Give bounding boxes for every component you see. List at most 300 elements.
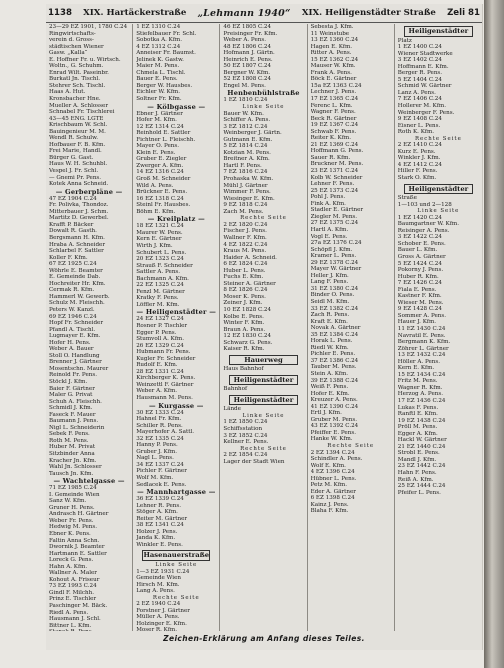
directory-entry: Hackl W. Gärtner bbox=[397, 437, 447, 444]
directory-entry: Stumvoll A. Kfm. bbox=[136, 336, 184, 343]
directory-entry: 15 EZ 1362 C.24 bbox=[310, 56, 359, 63]
directory-entry: Kraus M. Pens. bbox=[223, 248, 267, 255]
directory-entry: Strobl E. Pens. bbox=[397, 450, 440, 457]
directory-entry: Egger P. Pens. bbox=[136, 329, 177, 336]
directory-entry: Maier M. Pens. bbox=[136, 63, 180, 70]
directory-entry: Peters W. Kanzl. bbox=[49, 306, 95, 313]
section-heading: Hasenauerstraße bbox=[143, 551, 210, 560]
directory-entry: Ertl J. Kfm. bbox=[310, 410, 342, 417]
directory-entry: Prohaska W. Kfm. bbox=[223, 176, 274, 183]
section-heading: — Gerberpläne — bbox=[55, 187, 123, 196]
directory-entry: Mühl J. Gärtner bbox=[223, 182, 268, 189]
header-title: „Lehmann 1940“ bbox=[197, 7, 291, 19]
directory-entry: Faltin Anna Schn. bbox=[49, 537, 100, 544]
directory-entry: 37 EZ 1386 C.24 bbox=[310, 357, 359, 364]
directory-entry: Kern E. Gärtner bbox=[136, 236, 182, 243]
directory-entry: Sebesta J. Kfm. bbox=[310, 24, 354, 30]
directory-entry: 5 EZ 1404 C.24 bbox=[397, 76, 442, 83]
directory-entry: Heinrich E. Pens. bbox=[223, 56, 273, 63]
directory-entry: Wendl R. Schulw. bbox=[49, 135, 98, 142]
directory-entry: 69 EZ 1946 C.24 bbox=[49, 313, 97, 320]
directory-entry: Hausmann J. Schl. bbox=[49, 616, 101, 623]
directory-entry: Stöger A. Kfm. bbox=[136, 509, 178, 516]
directory-entry: Chmela L. Tischl. bbox=[136, 69, 186, 76]
directory-entry: 28 EZ 1331 C.24 bbox=[136, 368, 184, 375]
directory-entry: Andrasch H. Gärtner bbox=[49, 511, 109, 518]
directory-entry: 2 EZ 1854 C.24 bbox=[223, 452, 268, 459]
directory-entry: Holzer J. Pens. bbox=[136, 528, 178, 535]
directory-entry: Pröll M. Pens. bbox=[397, 424, 438, 431]
directory-entry: Faseck F. Mauer bbox=[49, 411, 96, 418]
directory-entry: Hammerl W. Gewerb. bbox=[49, 293, 110, 300]
directory-entry: Wolf M. Kfm. bbox=[136, 475, 174, 481]
directory-entry: 11 Weinstube bbox=[310, 30, 350, 37]
directory-entry: Vespel J. Fr. Schl. bbox=[49, 168, 99, 175]
directory-entry: Hahn A. Kfm. bbox=[49, 563, 88, 570]
directory-entry: Weiß F. Pens. bbox=[310, 384, 349, 391]
directory-entry: Straße bbox=[397, 195, 417, 202]
directory-entry: Kurz E. Pens. bbox=[397, 148, 436, 155]
directory-entry: 9 EZ 1408 C.24 bbox=[397, 116, 442, 123]
directory-entry: Ranftl E. Kfm. bbox=[397, 411, 438, 418]
column-2 bbox=[133, 24, 220, 631]
directory-entry: Fiala E. Pens. bbox=[397, 286, 437, 293]
header-right-street: XIX. Heiligenstädter Straße bbox=[301, 8, 436, 18]
directory-entry: Dwornik J. Beamter bbox=[49, 544, 105, 551]
directory-entry: Reisinger A. Pens. bbox=[397, 227, 450, 234]
section-heading: Rechte Seite bbox=[415, 135, 462, 142]
directory-entry: 1 EZ 1810 C.24 bbox=[223, 97, 268, 104]
directory-entry: Prinz E. Tischler bbox=[49, 596, 97, 603]
section-heading: Linke Seite bbox=[242, 412, 285, 419]
directory-entry: verein d. Gross- bbox=[49, 37, 94, 44]
section-heading: Hauerweg bbox=[229, 355, 297, 366]
directory-entry: Kracher Jn. Kfm. bbox=[49, 457, 97, 464]
directory-entry: Fr. Polivka, Thondoz. bbox=[49, 202, 109, 209]
directory-entry: Hirsch M. Kfm. bbox=[136, 581, 180, 588]
directory-entry: Haus W. H. Schuhbl. bbox=[49, 161, 108, 168]
directory-entry: Engel M. Pens. bbox=[223, 82, 266, 89]
directory-entry: Kellner E. Pens. bbox=[223, 439, 269, 446]
directory-entry: 7 EZ 1816 C.24 bbox=[223, 169, 268, 176]
directory-entry: Fischer J. Pens. bbox=[223, 228, 267, 235]
directory-entry: Winkler J. Kfm. bbox=[397, 155, 441, 162]
directory-entry: Huber L. Pens. bbox=[223, 267, 266, 274]
section-heading: Linke Seite bbox=[242, 104, 285, 111]
directory-entry: Lukas F. Pens. bbox=[397, 404, 439, 411]
directory-entry: Bauer E. Pens. bbox=[136, 76, 178, 83]
directory-entry: Böck E. Gärtner bbox=[310, 76, 357, 83]
directory-entry: Mayerhofer A. Sattl. bbox=[136, 429, 195, 436]
directory-entry: Holzinger E. Kfm. bbox=[136, 620, 187, 627]
directory-entry: Hartmann E. Sattler bbox=[49, 550, 107, 557]
directory-entry: Hahnel Fr. Kfm. bbox=[136, 416, 182, 423]
directory-entry: 43—45 ENG. LGTE bbox=[49, 115, 104, 122]
directory-entry: 1 EZ 1400 C.24 bbox=[397, 44, 442, 51]
directory-entry: Sobotka A. Kfm. bbox=[136, 37, 183, 44]
directory-entry: Kaiser R. Kfm. bbox=[223, 346, 265, 353]
directory-entry: Sattler A. Pens. bbox=[136, 269, 181, 276]
directory-entry: 5 EZ 1424 C.24 bbox=[397, 260, 442, 267]
directory-entry: Gruner H. Pens. bbox=[49, 504, 95, 511]
directory-entry: Kolbe E. Pens. bbox=[223, 313, 264, 320]
directory-entry: Fink A. Kfm. bbox=[310, 200, 346, 207]
directory-entry: Höller A. Pens. bbox=[397, 358, 441, 365]
directory-entry: Schuh A. Fleischh. bbox=[49, 398, 102, 405]
directory-entry: Lanz A. Pens. bbox=[397, 89, 436, 96]
directory-entry: 31 EZ 1380 C.24 bbox=[310, 285, 359, 292]
directory-entry: Hedwig M. Pens. bbox=[49, 524, 98, 531]
directory-entry: Schlarbel F. Sattler bbox=[49, 248, 104, 255]
directory-entry: 36 EZ 1339 C.24 bbox=[136, 496, 184, 503]
directory-entry: Weinberger F. Pens. bbox=[397, 109, 455, 116]
section-heading: Heiligenstädter bbox=[404, 184, 473, 195]
directory-entry: 2 EZ 1940 C.24 bbox=[136, 601, 181, 608]
directory-entry: Rudolf E. Kfm. bbox=[136, 362, 178, 369]
directory-entry: Ziegler M. Pens. bbox=[310, 213, 358, 220]
directory-entry: 4 EZ 1412 C.24 bbox=[397, 161, 442, 168]
directory-entry: Pfeiffer E. Pens. bbox=[310, 429, 356, 436]
directory-entry: Forstner J. Gärtner bbox=[136, 607, 190, 614]
directory-entry: 23—29 EZ 1901, 1780 C.24 bbox=[49, 24, 128, 30]
directory-entry: Reinold Fr. Pens. bbox=[49, 372, 97, 379]
directory-entry: Hraba A. Schneider bbox=[49, 241, 106, 248]
directory-entry: Löffler M. Kfm. bbox=[136, 301, 180, 308]
directory-entry: Kainz J. Pens. bbox=[310, 501, 349, 508]
directory-entry: Schubert L. Pens. bbox=[136, 249, 187, 256]
directory-entry: Wagner R. Kfm. bbox=[397, 384, 443, 391]
directory-entry: Klein E. Pens. bbox=[136, 149, 176, 156]
directory-entry: 2 EZ 1410 C.24 bbox=[397, 142, 442, 149]
directory-entry: 8 EZ 1826 C.24 bbox=[223, 287, 268, 294]
directory-entry: Kraft E. Kfm. bbox=[310, 318, 348, 325]
directory-entry: Hofmann J. Gärtn. bbox=[223, 50, 275, 57]
directory-entry: 22 EZ 1325 C.24 bbox=[136, 282, 184, 289]
directory-entry: Baumgartner W. Kfm. bbox=[397, 221, 460, 228]
directory-entry: Maurer W. Pens. bbox=[136, 229, 183, 236]
directory-entry: Kotek Anna Schneid. bbox=[49, 181, 109, 188]
directory-entry: 3 EZ 1852 C.24 bbox=[223, 432, 268, 439]
directory-entry: Fichtner L. Fleischh. bbox=[136, 136, 196, 143]
directory-entry: 20 EZ 1323 C.24 bbox=[136, 256, 184, 263]
directory-entry: Bachmann A. Kfm. bbox=[136, 275, 189, 282]
directory-entry: Riedl A. Pens. bbox=[49, 609, 89, 616]
directory-entry: Mitterbauer J. Schm. bbox=[49, 208, 109, 215]
directory-entry: Fritz M. Pens. bbox=[397, 378, 438, 385]
directory-entry: Sedlacek E. Pens. bbox=[136, 481, 187, 488]
directory-entry: Kramer L. Pens. bbox=[310, 253, 357, 260]
directory-entry: Cermak R. Kfm. bbox=[49, 287, 95, 294]
directory-entry: Schiffer A. Pens. bbox=[223, 117, 271, 124]
directory-entry: Kastner F. Kfm. bbox=[397, 293, 442, 300]
directory-entry: Ferenc L. Kfm. bbox=[310, 102, 353, 109]
directory-entry: 19 EZ 1367 C.24 bbox=[310, 122, 359, 129]
directory-entry: Loreck G. Pens. bbox=[49, 557, 94, 564]
directory-entry: Frei Marie, Handl. bbox=[49, 148, 102, 155]
directory-entry: Weinberger J. Gärtn. bbox=[223, 130, 282, 137]
directory-entry: Bruckner M. Pens. bbox=[310, 161, 364, 168]
directory-entry: Gutmann E. Kfm. bbox=[223, 136, 273, 143]
directory-entry: Ritter A. Pens. bbox=[310, 50, 352, 57]
directory-entry: Ringwirtschafts- bbox=[49, 30, 96, 37]
directory-entry: 5 EZ 1814 C.24 bbox=[223, 143, 268, 150]
directory-entry: 1—103 und 2—128 bbox=[397, 201, 452, 208]
directory-entry: Sommer A. Pens. bbox=[397, 312, 447, 319]
directory-entry: Huber M. Privat bbox=[49, 444, 96, 451]
directory-entry: Zwerger A. Kfm. bbox=[136, 162, 184, 169]
directory-entry: Wöhrle E. Beamter bbox=[49, 267, 103, 274]
directory-entry: Gruber J. Kfm. bbox=[136, 448, 177, 455]
column-5 bbox=[395, 24, 482, 631]
directory-entry: Weber A. Pens. bbox=[223, 37, 267, 44]
directory-entry: Lehner F. Pens. bbox=[310, 181, 355, 188]
directory-entry: Hoffmann E. Kfm. bbox=[397, 63, 449, 70]
directory-entry: 46 EZ 1805 C.24 bbox=[223, 24, 272, 30]
directory-entry: 47 EZ 1904 C.24 bbox=[49, 195, 97, 202]
directory-entry: Bittner L. Kfm. bbox=[49, 622, 92, 629]
header-left-street: XIX. Hartäckerstraße bbox=[83, 8, 187, 18]
directory-entry: Hartl A. Kfm. bbox=[310, 226, 349, 233]
directory-entry: Wiesinger E. Kfm. bbox=[223, 195, 275, 202]
directory-entry: 6 EZ 1398 C.24 bbox=[310, 495, 355, 502]
directory-entry: Maler G. Privat bbox=[49, 392, 93, 399]
directory-entry: Roth K. Kfm. bbox=[397, 129, 435, 136]
directory-entry: Schober E. Pens. bbox=[397, 240, 446, 247]
directory-entry: Heller J. Kfm. bbox=[310, 272, 349, 279]
directory-entry: Lehner R. Pens. bbox=[136, 502, 182, 509]
directory-entry: Riedl W. Kfm. bbox=[310, 344, 349, 351]
section-heading: Heiligenstädter bbox=[229, 395, 297, 406]
page-number: 1138 bbox=[48, 8, 72, 18]
directory-entry: 73 EZ 1993 C.24 bbox=[49, 583, 97, 590]
directory-entry: Hofer M. Kfm. bbox=[136, 117, 177, 124]
directory-entry: Zöhrer L. Gärtner bbox=[397, 345, 449, 352]
directory-entry: Schindler A. Pens. bbox=[310, 456, 363, 463]
directory-entry: 48 EZ 1806 C.24 bbox=[223, 43, 272, 50]
directory-entry: Weber A. Bauer bbox=[49, 346, 94, 353]
directory-entry: Schwab F. Pens. bbox=[310, 128, 357, 135]
directory-entry: Krafft P. Bäcker bbox=[49, 221, 94, 228]
directory-entry: Soltner Fr. Kfm. bbox=[136, 96, 182, 103]
section-heading: — Kreilplatz — bbox=[147, 215, 205, 224]
directory-entry: Lechner J. Pens. bbox=[310, 89, 357, 96]
directory-entry: Novak A. Gärtner bbox=[310, 325, 361, 332]
directory-entry: 67 EZ 1925 C.24 bbox=[49, 261, 97, 268]
directory-entry: Steinl Fr. Hausbes. bbox=[136, 202, 191, 209]
directory-entry: Gasw. „Kalla“ bbox=[49, 50, 88, 57]
directory-entry: 10 EZ 1828 C.24 bbox=[223, 306, 272, 313]
directory-entry: Hanke W. Kfm. bbox=[310, 436, 353, 443]
directory-entry: 11 EZ 1430 C.24 bbox=[397, 325, 446, 332]
directory-entry: Hauer J. Kfm. bbox=[397, 319, 437, 326]
section-heading: Rechte Seite bbox=[240, 215, 287, 222]
directory-entry: 1 EZ 1420 C.24 bbox=[397, 214, 442, 221]
directory-entry: 24 EZ 1327 C.24 bbox=[136, 316, 184, 323]
directory-entry: 1—3 EZ 1931 C.24 bbox=[136, 568, 190, 575]
directory-entry: 2 EZ 1820 C.24 bbox=[223, 221, 268, 228]
directory-entry: 2 EZ 1394 C.24 bbox=[310, 449, 355, 456]
directory-entry: Hochreiter Hr. Kfm. bbox=[49, 280, 106, 287]
directory-entry: 26 EZ 1329 C.24 bbox=[136, 342, 184, 349]
directory-entry: Strauß F. Schneider bbox=[136, 262, 193, 269]
directory-entry: 41 EZ 1390 C.24 bbox=[310, 403, 359, 410]
directory-entry: Reiß A. Kfm. bbox=[397, 476, 434, 483]
directory-entry: Bauingenieur M. M. bbox=[49, 128, 106, 135]
directory-entry: 71 EZ 1985 C.24 bbox=[49, 485, 97, 492]
section-heading: — Heiligenstädter — bbox=[136, 308, 217, 317]
directory-entry: städtischen Wiener bbox=[49, 43, 104, 50]
directory-entry: 9 EZ 1818 C.24 bbox=[223, 202, 268, 209]
directory-entry: Zach R. Pens. bbox=[310, 312, 350, 319]
directory-entry: 1 EZ 1850 C.24 bbox=[223, 419, 268, 426]
directory-entry: Schöpfl J. Kfm. bbox=[310, 246, 353, 253]
section-heading: Linke Seite bbox=[155, 561, 198, 568]
directory-entry: Bergner W. Kfm. bbox=[223, 69, 271, 76]
directory-entry: E. Gemeinde Dab. bbox=[49, 274, 101, 281]
directory-entry: Hübner L. Pens. bbox=[310, 475, 357, 482]
directory-entry: Hagen E. Kfm. bbox=[310, 43, 353, 50]
directory-entry: Stehrer Sch. Tischl. bbox=[49, 82, 106, 89]
directory-entry: Hofer E. Kfm. bbox=[310, 390, 350, 397]
directory-entry: Wimmer F. Pens. bbox=[223, 189, 271, 196]
directory-entry: Pfandl A. Tischl. bbox=[49, 326, 96, 333]
directory-entry: Stadler E. Gärtner bbox=[310, 207, 364, 214]
directory-entry: 13 EZ 1432 C.24 bbox=[397, 352, 446, 359]
page-header bbox=[46, 4, 482, 23]
directory-entry: 13 EZ 1360 C.24 bbox=[310, 37, 359, 44]
directory-entry: 6 EZ 1824 C.24 bbox=[223, 261, 268, 268]
directory-entry: Frank A. Pens. bbox=[310, 69, 352, 76]
directory-entry: Wallner F. Kfm. bbox=[223, 234, 267, 241]
directory-entry: Brenner J. Gärtner bbox=[49, 359, 102, 366]
directory-entry: Bürger G. Gast. bbox=[49, 154, 94, 161]
directory-entry: Kratky F. Pens. bbox=[136, 295, 179, 302]
directory-entry: 17 EZ 1436 C.24 bbox=[397, 397, 446, 404]
directory-entry: Roth M. Pens. bbox=[49, 437, 89, 444]
directory-entry: Kreuzer A. Pens. bbox=[310, 397, 358, 404]
directory-entry: 7 EZ 1426 C.24 bbox=[397, 280, 442, 287]
directory-entry: Sitzbinder Anna bbox=[49, 451, 95, 457]
directory-page bbox=[46, 4, 482, 650]
directory-entry: 33 EZ 1382 C.24 bbox=[310, 305, 359, 312]
directory-entry: Bauer L. Kfm. bbox=[397, 247, 438, 254]
directory-entry: 23 EZ 1371 C.24 bbox=[310, 168, 359, 175]
directory-entry: Kugler Fr. Schneider bbox=[136, 355, 196, 362]
directory-entry: Fenzl M. Gärtner bbox=[136, 288, 185, 295]
directory-entry: 1 EZ 1310 C.24 bbox=[136, 24, 181, 30]
section-heading: Linke Seite bbox=[417, 208, 460, 215]
directory-entry: Rosner P. Tischler bbox=[136, 322, 188, 329]
directory-entry: Moser R. Kfm. bbox=[136, 627, 178, 631]
section-heading: Rechte Seite bbox=[240, 445, 287, 452]
directory-entry: Bergmann K. Kfm. bbox=[397, 339, 451, 346]
directory-entry: Schmid W. Gärtner bbox=[397, 83, 452, 90]
directory-entry: 4 EZ 1312 C.24 bbox=[136, 43, 181, 50]
directory-entry: Haider A. Schneid. bbox=[223, 254, 277, 261]
directory-entry: Petz M. Kfm. bbox=[310, 482, 348, 489]
directory-entry: Hartl F. Pens. bbox=[223, 162, 262, 169]
directory-entry: 34 EZ 1337 C.24 bbox=[136, 461, 184, 468]
directory-entry: Mayer O. Pens. bbox=[136, 143, 180, 150]
directory-entry: Schwarz G. Pens. bbox=[223, 339, 273, 346]
directory-entry: — Gnemi Pr. Pens. bbox=[49, 174, 102, 181]
directory-entry: Janda K. Kfm. bbox=[136, 535, 176, 542]
directory-entry: Herzog A. Pens. bbox=[397, 391, 444, 398]
column-4 bbox=[308, 24, 395, 631]
directory-entry: Stöckl J. Kfm. bbox=[49, 378, 88, 385]
column-3 bbox=[220, 24, 307, 631]
directory-entry: Reiter M. Gärtner bbox=[136, 515, 188, 522]
directory-entry: 14 EZ 1316 C.24 bbox=[136, 169, 184, 176]
directory-entry: I. Gemeinde Wien bbox=[49, 491, 100, 498]
directory-entry: Moser K. Pens. bbox=[223, 293, 266, 300]
directory-entry: Hofer H. Pens. bbox=[49, 339, 91, 346]
directory-entry: Preisinger Fr. Kfm. bbox=[223, 30, 278, 37]
directory-entry: Mayer W. Gärtner bbox=[310, 266, 362, 273]
directory-entry: Stark O. Kfm. bbox=[397, 174, 437, 181]
directory-entry: Lang F. Pens. bbox=[310, 279, 349, 286]
directory-entry: Wahl Jn. Schlosser bbox=[49, 464, 102, 471]
directory-entry: Stein A. Kfm. bbox=[310, 370, 349, 377]
directory-entry: Woltn., G. Schuhm. bbox=[49, 63, 104, 70]
directory-entry: Blaha F. Kfm. bbox=[310, 508, 349, 515]
directory-entry: Kolb W. Schneider bbox=[310, 174, 363, 181]
directory-entry: 21 EZ 1440 C.24 bbox=[397, 443, 446, 450]
directory-entry: Haas A. Hut. bbox=[49, 89, 86, 96]
directory-entry: Stiefelbauer Fr. Schl. bbox=[136, 30, 197, 37]
directory-entry: 30 EZ 1333 C.24 bbox=[136, 409, 184, 416]
directory-entry: Nagl L. Pens. bbox=[136, 455, 174, 462]
directory-entry: Anneiser Fr. Baumst. bbox=[136, 50, 196, 57]
directory-entry: Bahnhof bbox=[223, 386, 248, 393]
section-heading: — Mannhartgasse — bbox=[137, 488, 216, 497]
directory-entry: Hopf Fr. Schneider bbox=[49, 320, 104, 327]
header-marker: Zeli 81 bbox=[447, 8, 480, 18]
directory-entry: Lager der Stadt Wien bbox=[223, 458, 285, 465]
directory-entry: Bauer W. Kfm. bbox=[223, 110, 264, 117]
directory-entry: Fuchs E. Kfm. bbox=[223, 274, 264, 281]
directory-entry: Hoffmann G. Pens. bbox=[310, 148, 364, 155]
directory-entry: Pokorny J. Pens. bbox=[397, 267, 444, 274]
directory-entry: Reinhold E. Sattler bbox=[136, 130, 191, 137]
directory-entry: Hofbauer F. B. Kfm. bbox=[49, 141, 106, 148]
directory-entry: 27a EZ 1376 C.24 bbox=[310, 240, 362, 247]
directory-entry: 15a EZ 1363 C.24 bbox=[310, 82, 362, 89]
directory-entry: Baier F. Gärtner bbox=[49, 385, 95, 392]
directory-entry: 32 EZ 1335 C.24 bbox=[136, 435, 184, 442]
directory-entry: Egger A. Kfm. bbox=[397, 430, 438, 437]
directory-entry: Gindl F. Milchh. bbox=[49, 589, 94, 596]
directory-entry: Pichler E. Pens. bbox=[310, 351, 356, 358]
directory-entry: Wieser M. Pens. bbox=[397, 299, 444, 306]
directory-entry: Weber Fr. Pens. bbox=[49, 517, 94, 524]
directory-entry: Seidl M. Kfm. bbox=[310, 298, 350, 305]
directory-entry: Huber R. Kfm. bbox=[397, 273, 439, 280]
directory-entry: Ebner K. Pens. bbox=[49, 531, 91, 538]
directory-entry: Lang A. Pens. bbox=[136, 588, 175, 595]
directory-entry: Gruber M. Pens. bbox=[310, 416, 358, 423]
directory-entry: Hollerer M. Kfm. bbox=[397, 102, 446, 109]
directory-entry: Paschinger M. Bäck. bbox=[49, 603, 108, 610]
directory-entry: 21 EZ 1369 C.24 bbox=[310, 141, 359, 148]
directory-entry: Eichler W. Kfm. bbox=[136, 89, 181, 96]
directory-entry: 25 EZ 1444 C.24 bbox=[397, 483, 446, 490]
directory-entry: Wallner A. Maler bbox=[49, 570, 97, 577]
directory-entry: Weinzettl F. Gärtner bbox=[136, 381, 194, 388]
directory-entry: 52 EZ 1808 C.24 bbox=[223, 76, 272, 83]
section-heading: — Kölbgasse — bbox=[147, 102, 206, 111]
directory-entry: Müller A. Pens. bbox=[136, 614, 180, 621]
